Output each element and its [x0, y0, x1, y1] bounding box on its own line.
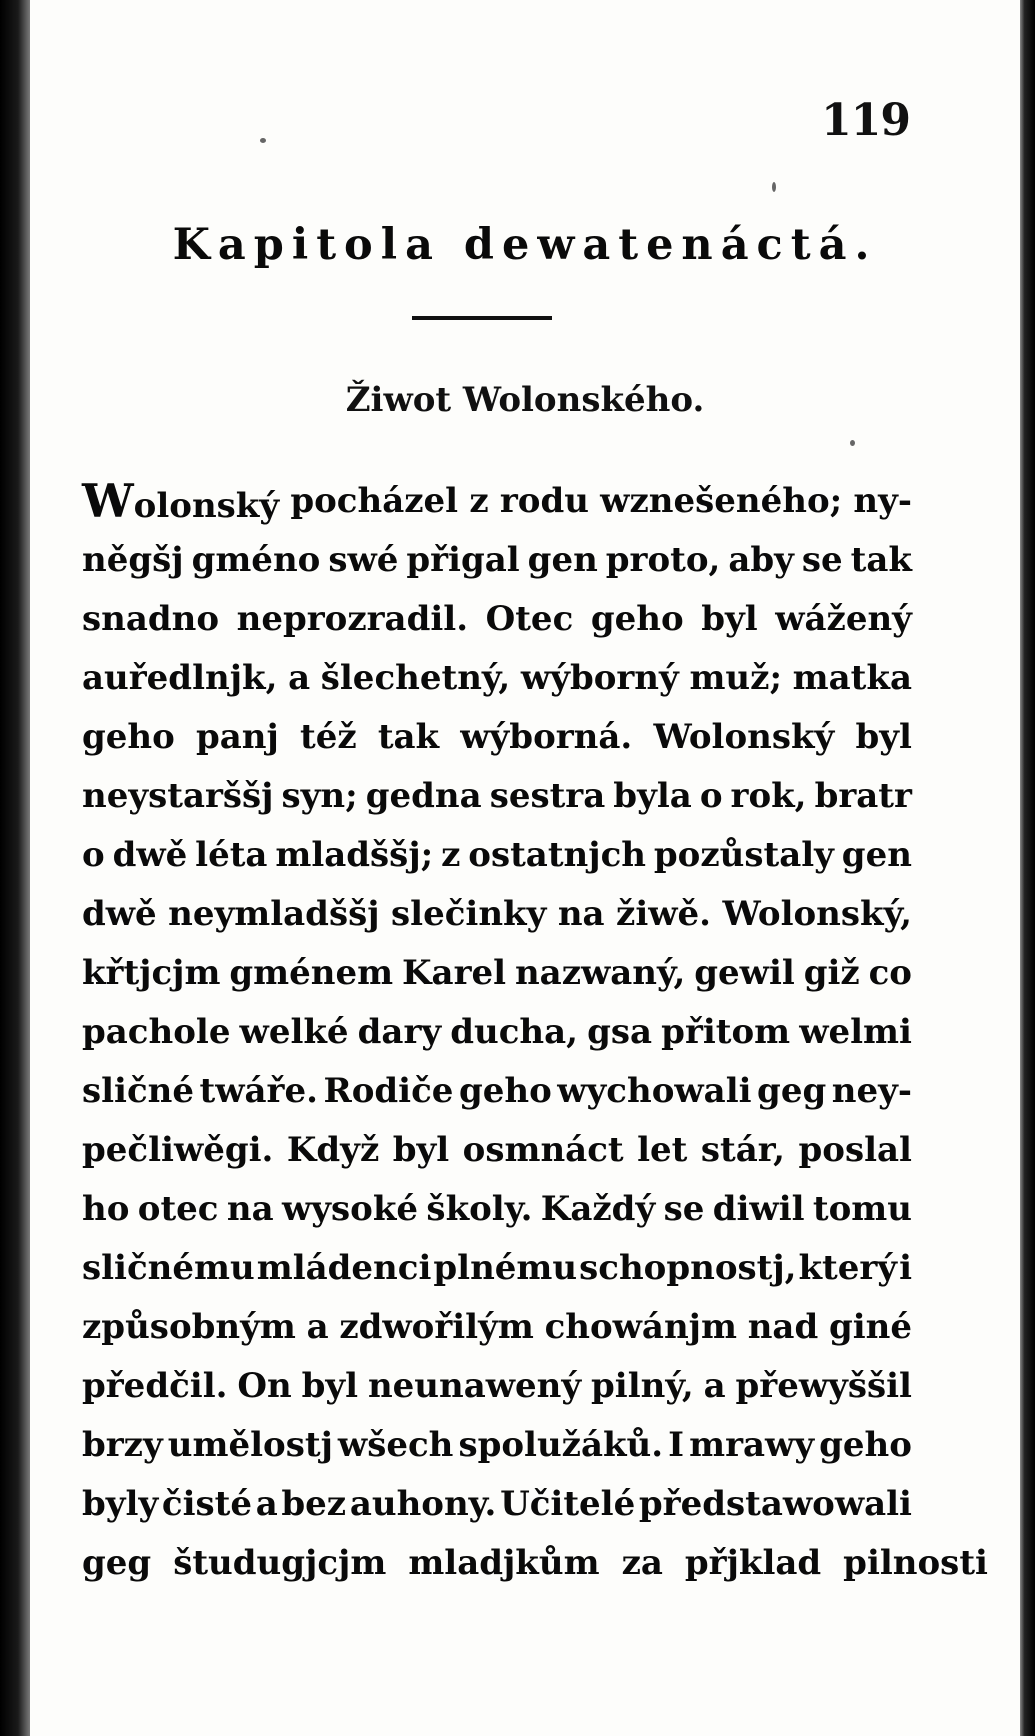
- word: snadno: [82, 599, 220, 639]
- print-speck: [772, 182, 776, 192]
- word: panj: [195, 717, 279, 757]
- word: stár,: [700, 1130, 786, 1170]
- word: gen: [841, 835, 912, 875]
- word: byl: [392, 1130, 450, 1170]
- word: byl: [701, 599, 758, 639]
- word: byly: [82, 1484, 159, 1524]
- word: slečinky: [391, 894, 547, 934]
- word: přitom: [661, 1012, 791, 1052]
- word: mladššj;: [275, 835, 434, 875]
- title-divider: [412, 316, 552, 320]
- text-line: [82, 1361, 912, 1420]
- word: otec: [137, 1189, 219, 1229]
- word: auhony.: [349, 1484, 497, 1524]
- word: Když: [286, 1130, 380, 1170]
- word: wýborná.: [460, 717, 633, 757]
- word: Karel: [402, 953, 507, 993]
- text-line: [82, 1538, 988, 1597]
- word: welmi: [799, 1012, 912, 1052]
- section-subtitle: Žiwot Wolonského.: [345, 380, 705, 420]
- word: geg: [82, 1543, 152, 1583]
- word: On: [237, 1366, 292, 1406]
- text-line: [82, 476, 912, 535]
- word: rok,: [730, 776, 807, 816]
- page-number: 119: [821, 95, 910, 146]
- text-line: [82, 1479, 912, 1538]
- word: osmnáct: [462, 1130, 624, 1170]
- word: nad: [747, 1307, 819, 1347]
- word: pilnosti: [843, 1543, 988, 1583]
- text-line: [82, 1066, 912, 1125]
- word: tak: [850, 540, 912, 580]
- word: muž;: [689, 658, 783, 698]
- word: byl: [855, 717, 912, 757]
- text-line: [82, 948, 912, 1007]
- word: dary: [357, 1012, 442, 1052]
- word: bratr: [814, 776, 912, 816]
- word: sličné: [82, 1071, 195, 1111]
- word: šlechetný,: [320, 658, 511, 698]
- word: giné: [828, 1307, 912, 1347]
- word: geho: [82, 717, 175, 757]
- word: mrawy: [689, 1425, 815, 1465]
- word: ducha,: [450, 1012, 579, 1052]
- word: sestra: [489, 776, 606, 816]
- word: gméno: [191, 540, 321, 580]
- word: neymladššj: [168, 894, 380, 934]
- word: předstawowali: [638, 1484, 912, 1524]
- word: Každý: [540, 1189, 656, 1229]
- word: geho: [590, 599, 684, 639]
- word: Wolonský: [653, 717, 835, 757]
- word: Otec: [485, 599, 574, 639]
- word: křtjcjm: [82, 953, 221, 993]
- text-line: [82, 1007, 912, 1066]
- text-line: [82, 1302, 912, 1361]
- word: z: [469, 481, 489, 521]
- word: ny-: [853, 481, 912, 521]
- word: za: [621, 1543, 663, 1583]
- word: rodu: [499, 481, 589, 521]
- word: wšech: [337, 1425, 454, 1465]
- text-line: [82, 653, 912, 712]
- word: wážený: [775, 599, 912, 639]
- word: přjklad: [684, 1543, 822, 1583]
- word: který: [798, 1248, 898, 1288]
- word: gedna: [365, 776, 482, 816]
- word: gménem: [229, 953, 394, 993]
- word: geho: [458, 1071, 552, 1111]
- word: bez: [281, 1484, 347, 1524]
- word: předčil.: [82, 1366, 228, 1406]
- word: o: [699, 776, 723, 816]
- word: geho: [819, 1425, 912, 1465]
- word: swé: [328, 540, 399, 580]
- word: mládenci: [256, 1248, 432, 1288]
- word: přewyššil: [735, 1366, 912, 1406]
- word: dwě: [82, 894, 157, 934]
- text-line: [82, 771, 912, 830]
- word: o: [82, 835, 105, 875]
- word: wychowali: [557, 1071, 752, 1111]
- word: Učitelé: [500, 1484, 636, 1524]
- word: též: [299, 717, 357, 757]
- word: auředlnjk,: [82, 658, 278, 698]
- text-line: [82, 1125, 912, 1184]
- text-line: [82, 1184, 912, 1243]
- word: chowánjm: [544, 1307, 737, 1347]
- text-line: [82, 1420, 912, 1479]
- word: i: [899, 1248, 912, 1288]
- word: wznešeného;: [600, 481, 843, 521]
- word: na: [557, 894, 605, 934]
- word: diwil: [712, 1189, 805, 1229]
- chapter-title: Kapitola dewatenáctá.: [172, 220, 878, 270]
- word: syn;: [281, 776, 358, 816]
- word: zdwořilým: [339, 1307, 534, 1347]
- word: gen: [527, 540, 598, 580]
- body-text: [82, 474, 988, 1597]
- text-line: [82, 1243, 912, 1302]
- print-speck: [850, 440, 855, 446]
- word: se: [801, 540, 843, 580]
- word: pilný,: [591, 1366, 694, 1406]
- word: se: [663, 1189, 705, 1229]
- word: aby: [728, 540, 794, 580]
- word: dwě: [112, 835, 188, 875]
- book-page: [30, 0, 1020, 1736]
- word: pečliwěgi.: [82, 1130, 274, 1170]
- word: študugjcjm: [173, 1543, 387, 1583]
- word: čisté: [161, 1484, 252, 1524]
- word: umělostj: [167, 1425, 333, 1465]
- word: wýborný: [520, 658, 679, 698]
- word: wysoké: [282, 1189, 419, 1229]
- word: ostatnjch: [468, 835, 646, 875]
- word: na: [226, 1189, 274, 1229]
- word: způsobným: [82, 1307, 296, 1347]
- word: proto,: [605, 540, 721, 580]
- word: Wolonský,: [722, 894, 912, 934]
- text-line: [82, 712, 912, 771]
- word: schopnostj,: [579, 1248, 797, 1288]
- word: pachole: [82, 1012, 231, 1052]
- word: gewil: [694, 953, 795, 993]
- word: tomu: [812, 1189, 912, 1229]
- word: nazwaný,: [514, 953, 686, 993]
- word: mladjkům: [408, 1543, 600, 1583]
- word: a: [703, 1366, 726, 1406]
- word: byla: [613, 776, 692, 816]
- word: geg: [757, 1071, 827, 1111]
- word: pozůstaly: [653, 835, 834, 875]
- word: welké: [239, 1012, 349, 1052]
- page-edge-right: [1020, 0, 1035, 1736]
- word: let: [637, 1130, 688, 1170]
- word: žiwě.: [616, 894, 712, 934]
- word: poslal: [798, 1130, 912, 1170]
- word: přigal: [406, 540, 520, 580]
- text-line: [82, 594, 912, 653]
- word: twáře.: [199, 1071, 318, 1111]
- word: ho: [82, 1189, 130, 1229]
- word: a: [255, 1484, 278, 1524]
- word: sličnému: [82, 1248, 255, 1288]
- text-line: [82, 889, 912, 948]
- word: ney-: [831, 1071, 912, 1111]
- word: školy.: [426, 1189, 533, 1229]
- word: neystarššj: [82, 776, 274, 816]
- word: pocházel: [290, 481, 459, 521]
- word: Rodiče: [323, 1071, 454, 1111]
- text-line: [82, 535, 912, 594]
- text-line: [82, 830, 912, 889]
- word: gsa: [587, 1012, 653, 1052]
- word: byl: [301, 1366, 359, 1406]
- word: neprozradil.: [236, 599, 469, 639]
- word: něgšj: [82, 540, 184, 580]
- word: léta: [195, 835, 268, 875]
- word: matka: [792, 658, 912, 698]
- word: a: [306, 1307, 329, 1347]
- word: giž: [803, 953, 860, 993]
- word: brzy: [82, 1425, 163, 1465]
- word: co: [868, 953, 912, 993]
- word: Wolonský: [82, 474, 280, 528]
- word: neunawený: [367, 1366, 582, 1406]
- word: spolužáků.: [458, 1425, 664, 1465]
- word: I: [668, 1425, 685, 1465]
- word: a: [288, 658, 311, 698]
- print-speck: [260, 138, 266, 143]
- word: plnému: [433, 1248, 578, 1288]
- word: tak: [377, 717, 440, 757]
- page-edge-left: [0, 0, 30, 1736]
- word: z: [441, 835, 461, 875]
